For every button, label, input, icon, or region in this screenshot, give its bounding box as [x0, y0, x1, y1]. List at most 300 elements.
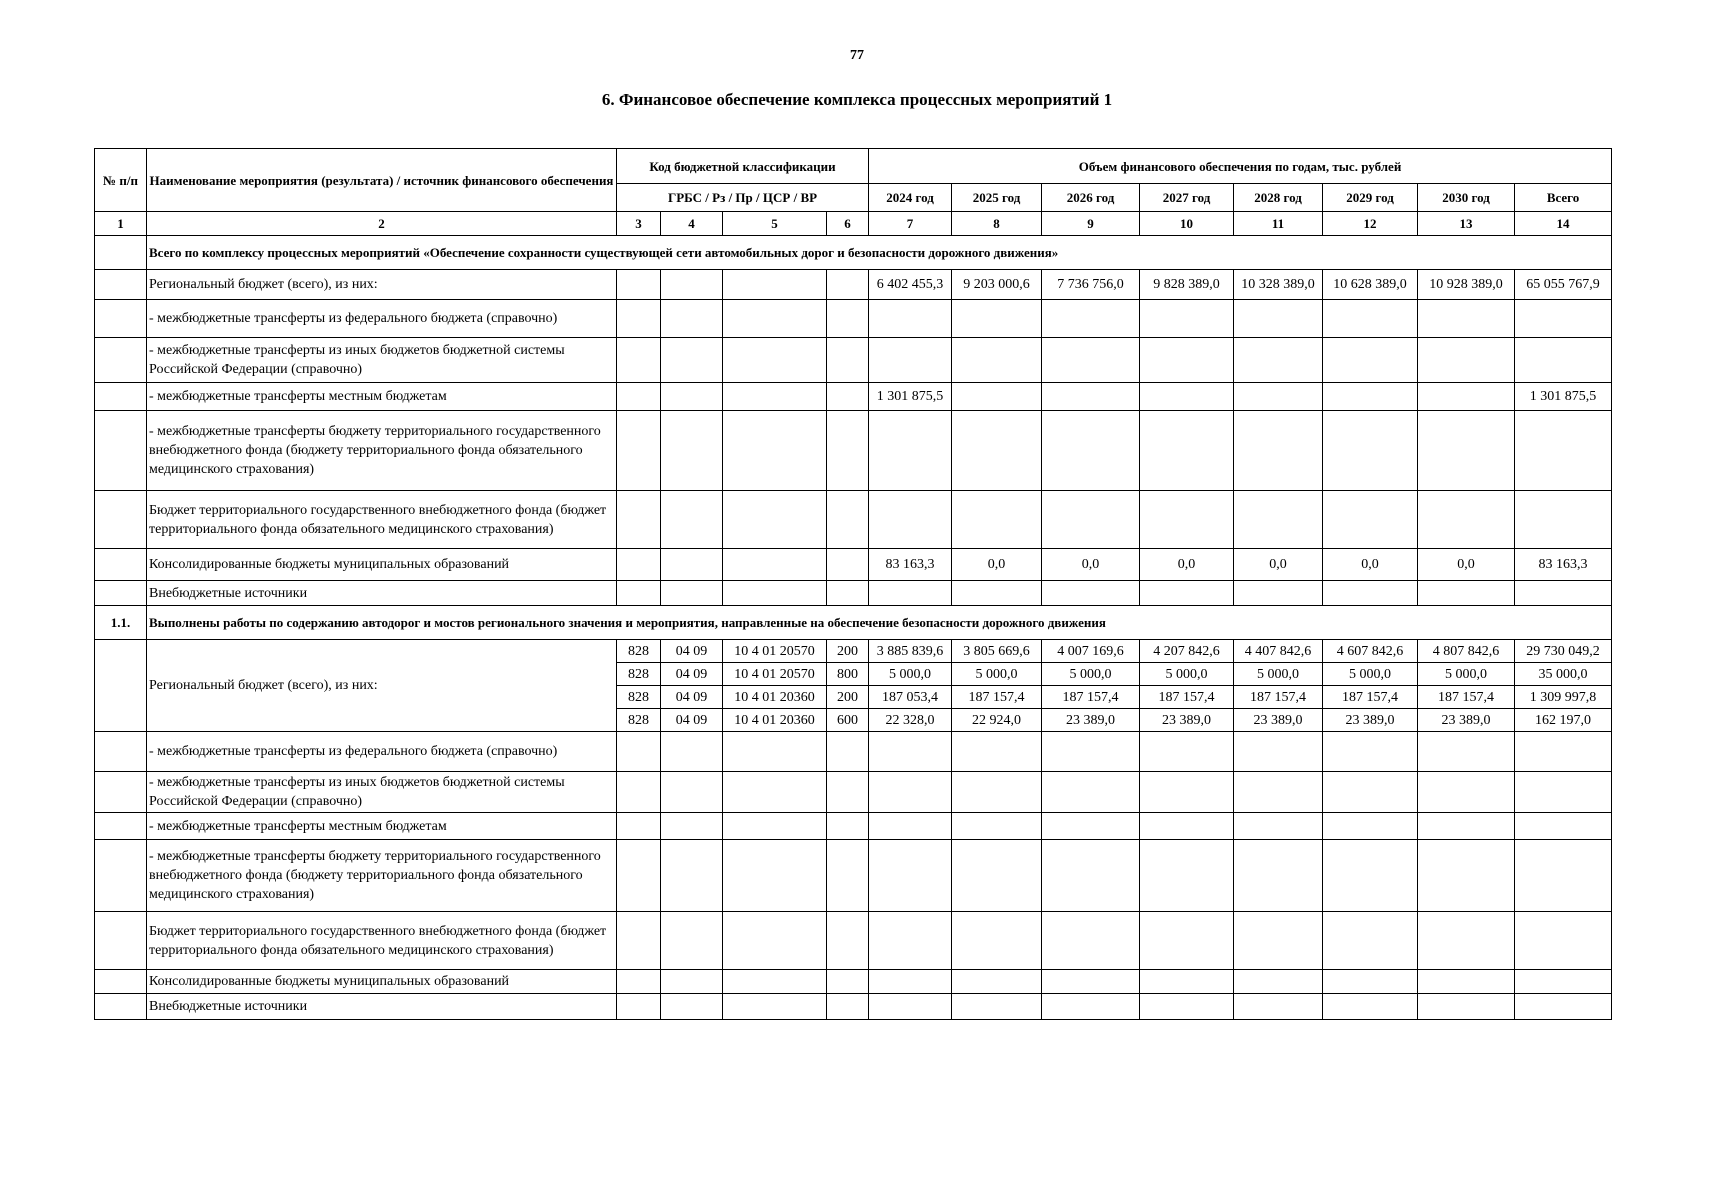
value-cell	[617, 994, 661, 1020]
value-cell	[723, 994, 827, 1020]
header-year: 2030 год	[1418, 184, 1515, 212]
value-cell	[869, 411, 952, 491]
value-cell: 4 407 842,6	[1234, 640, 1323, 663]
value-cell	[723, 732, 827, 772]
value-cell	[869, 772, 952, 813]
value-cell	[1515, 840, 1612, 912]
csr-cell: 10 4 01 20570	[723, 640, 827, 663]
row-number	[95, 236, 147, 270]
value-cell	[1515, 411, 1612, 491]
value-cell	[1234, 411, 1323, 491]
value-cell: 3 805 669,6	[952, 640, 1042, 663]
value-cell	[617, 813, 661, 840]
value-cell	[1042, 813, 1140, 840]
page-title: 6. Финансовое обеспечение комплекса процессных мероприятий 1	[601, 90, 1113, 109]
row-label: Консолидированные бюджеты муниципальных образований	[147, 549, 617, 581]
code-cell	[617, 338, 661, 383]
value-cell	[1515, 912, 1612, 970]
value-cell: 1 309 997,8	[1515, 686, 1612, 709]
value-cell	[1140, 840, 1234, 912]
rzpr-cell: 04 09	[661, 686, 723, 709]
code-cell	[661, 411, 723, 491]
value-cell	[1140, 970, 1234, 994]
value-cell	[723, 772, 827, 813]
code-cell	[617, 411, 661, 491]
section-title: Всего по комплексу процессных мероприятий «Обеспечение сохранности существующей сети автомобильных дорог и безопасности дорожного движения»	[147, 236, 1612, 270]
code-cell	[723, 581, 827, 606]
header-code-group: Код бюджетной классификации	[617, 149, 869, 184]
value-cell	[827, 970, 869, 994]
value-cell: 65 055 767,9	[1515, 270, 1612, 300]
table-row	[95, 970, 1612, 994]
table-row	[95, 411, 1612, 491]
row-number	[95, 912, 147, 970]
value-cell	[1140, 732, 1234, 772]
value-cell	[617, 840, 661, 912]
code-cell	[827, 270, 869, 300]
value-cell	[1323, 912, 1418, 970]
value-cell	[1515, 732, 1612, 772]
row-number	[95, 491, 147, 549]
section-title-row	[95, 606, 1612, 640]
grbs-cell: 828	[617, 709, 661, 732]
value-cell: 10 328 389,0	[1234, 270, 1323, 300]
index-cell: 10	[1140, 212, 1234, 236]
value-cell	[1140, 383, 1234, 411]
value-cell	[952, 912, 1042, 970]
code-cell	[617, 549, 661, 581]
value-cell	[1418, 840, 1515, 912]
value-cell: 187 157,4	[952, 686, 1042, 709]
code-cell	[723, 491, 827, 549]
csr-cell: 10 4 01 20570	[723, 663, 827, 686]
csr-cell: 10 4 01 20360	[723, 686, 827, 709]
value-cell	[1042, 772, 1140, 813]
value-cell: 9 203 000,6	[952, 270, 1042, 300]
value-cell	[1042, 383, 1140, 411]
code-cell	[723, 270, 827, 300]
index-cell: 14	[1515, 212, 1612, 236]
value-cell	[1323, 300, 1418, 338]
value-cell: 0,0	[1234, 549, 1323, 581]
value-cell	[869, 338, 952, 383]
row-number	[95, 411, 147, 491]
value-cell	[723, 813, 827, 840]
value-cell	[1042, 411, 1140, 491]
row-number	[95, 300, 147, 338]
value-cell	[1418, 994, 1515, 1020]
value-cell	[869, 840, 952, 912]
value-cell	[1418, 813, 1515, 840]
header-year: 2027 год	[1140, 184, 1234, 212]
value-cell	[1515, 994, 1612, 1020]
code-cell	[827, 491, 869, 549]
value-cell: 83 163,3	[869, 549, 952, 581]
value-cell: 0,0	[952, 549, 1042, 581]
value-cell	[869, 813, 952, 840]
value-cell	[869, 581, 952, 606]
value-cell: 187 157,4	[1418, 686, 1515, 709]
value-cell: 6 402 455,3	[869, 270, 952, 300]
table-row	[95, 994, 1612, 1020]
value-cell	[1515, 300, 1612, 338]
value-cell: 5 000,0	[1140, 663, 1234, 686]
code-cell	[617, 270, 661, 300]
table-row	[95, 270, 1612, 300]
value-cell	[1140, 813, 1234, 840]
value-cell	[1042, 994, 1140, 1020]
value-cell: 187 157,4	[1140, 686, 1234, 709]
value-cell	[1140, 338, 1234, 383]
value-cell	[1234, 300, 1323, 338]
rzpr-cell: 04 09	[661, 709, 723, 732]
value-cell: 7 736 756,0	[1042, 270, 1140, 300]
value-cell: 83 163,3	[1515, 549, 1612, 581]
vr-cell: 200	[827, 686, 869, 709]
table-row	[95, 640, 1612, 663]
row-label: Бюджет территориального государственного внебюджетного фонда (бюджет территориального фонда обязательного медицинского страхования)	[147, 912, 617, 970]
code-cell	[617, 581, 661, 606]
table-row	[95, 491, 1612, 549]
value-cell	[1515, 338, 1612, 383]
value-cell	[1323, 840, 1418, 912]
value-cell: 0,0	[1323, 549, 1418, 581]
value-cell	[617, 912, 661, 970]
value-cell	[661, 813, 723, 840]
value-cell: 22 328,0	[869, 709, 952, 732]
row-number	[95, 732, 147, 772]
value-cell	[869, 994, 952, 1020]
value-cell	[1323, 813, 1418, 840]
code-cell	[723, 338, 827, 383]
value-cell	[1042, 840, 1140, 912]
value-cell	[869, 912, 952, 970]
value-cell	[1323, 970, 1418, 994]
value-cell	[1234, 491, 1323, 549]
header-year: 2024 год	[869, 184, 952, 212]
value-cell	[1418, 732, 1515, 772]
value-cell	[827, 772, 869, 813]
table-row	[95, 840, 1612, 912]
value-cell	[1515, 813, 1612, 840]
value-cell	[661, 994, 723, 1020]
value-cell	[1234, 383, 1323, 411]
code-cell	[661, 491, 723, 549]
index-cell: 3	[617, 212, 661, 236]
value-cell	[661, 732, 723, 772]
value-cell	[661, 970, 723, 994]
value-cell	[1140, 411, 1234, 491]
value-cell: 35 000,0	[1515, 663, 1612, 686]
value-cell	[1042, 581, 1140, 606]
value-cell: 4 807 842,6	[1418, 640, 1515, 663]
code-cell	[617, 491, 661, 549]
index-cell: 1	[95, 212, 147, 236]
value-cell	[617, 732, 661, 772]
table-row	[95, 813, 1612, 840]
row-number	[95, 813, 147, 840]
csr-cell: 10 4 01 20360	[723, 709, 827, 732]
row-label: - межбюджетные трансферты бюджету территориального государственного внебюджетного фонда (бюджету территориального фонда обязательного медицинского страхования)	[147, 411, 617, 491]
value-cell	[952, 732, 1042, 772]
value-cell	[1323, 772, 1418, 813]
vr-cell: 800	[827, 663, 869, 686]
value-cell	[661, 840, 723, 912]
value-cell: 5 000,0	[1234, 663, 1323, 686]
value-cell: 23 389,0	[1042, 709, 1140, 732]
value-cell: 29 730 049,2	[1515, 640, 1612, 663]
value-cell	[952, 491, 1042, 549]
value-cell	[1323, 411, 1418, 491]
value-cell	[1140, 912, 1234, 970]
value-cell	[1140, 491, 1234, 549]
value-cell: 5 000,0	[1323, 663, 1418, 686]
rzpr-cell: 04 09	[661, 663, 723, 686]
index-cell: 2	[147, 212, 617, 236]
value-cell	[1140, 300, 1234, 338]
value-cell	[1234, 581, 1323, 606]
value-cell	[827, 994, 869, 1020]
header-year: 2028 год	[1234, 184, 1323, 212]
code-cell	[661, 270, 723, 300]
code-cell	[617, 300, 661, 338]
value-cell: 5 000,0	[1418, 663, 1515, 686]
value-cell	[1515, 581, 1612, 606]
value-cell	[723, 970, 827, 994]
value-cell	[952, 994, 1042, 1020]
value-cell	[869, 732, 952, 772]
value-cell: 10 928 389,0	[1418, 270, 1515, 300]
code-cell	[661, 338, 723, 383]
value-cell	[1418, 491, 1515, 549]
value-cell: 5 000,0	[952, 663, 1042, 686]
value-cell	[1234, 813, 1323, 840]
row-label: Консолидированные бюджеты муниципальных образований	[147, 970, 617, 994]
value-cell	[1234, 772, 1323, 813]
value-cell	[1323, 732, 1418, 772]
table-row	[95, 581, 1612, 606]
header-num: № п/п	[95, 149, 147, 212]
value-cell	[1234, 338, 1323, 383]
value-cell: 187 157,4	[1042, 686, 1140, 709]
value-cell	[1234, 994, 1323, 1020]
value-cell	[1323, 383, 1418, 411]
index-cell: 4	[661, 212, 723, 236]
value-cell	[1418, 300, 1515, 338]
value-cell: 4 207 842,6	[1140, 640, 1234, 663]
value-cell	[952, 970, 1042, 994]
row-label: - межбюджетные трансферты из федерального бюджета (справочно)	[147, 732, 617, 772]
code-cell	[723, 411, 827, 491]
code-cell	[617, 383, 661, 411]
value-cell	[869, 491, 952, 549]
section-title-row	[95, 236, 1612, 270]
value-cell: 10 628 389,0	[1323, 270, 1418, 300]
value-cell: 5 000,0	[869, 663, 952, 686]
value-cell	[952, 813, 1042, 840]
row-number	[95, 383, 147, 411]
value-cell	[952, 581, 1042, 606]
value-cell: 0,0	[1140, 549, 1234, 581]
index-cell: 5	[723, 212, 827, 236]
value-cell	[1042, 970, 1140, 994]
value-cell	[1418, 338, 1515, 383]
code-cell	[661, 549, 723, 581]
row-label: - межбюджетные трансферты из иных бюджетов бюджетной системы Российской Федерации (справочно)	[147, 338, 617, 383]
financing-table	[94, 148, 1612, 1020]
row-label: Внебюджетные источники	[147, 994, 617, 1020]
code-cell	[827, 581, 869, 606]
value-cell: 5 000,0	[1042, 663, 1140, 686]
header-code-sub: ГРБС / Рз / Пр / ЦСР / ВР	[617, 184, 869, 212]
value-cell	[1323, 338, 1418, 383]
value-cell	[1515, 970, 1612, 994]
value-cell	[723, 912, 827, 970]
value-cell	[1323, 581, 1418, 606]
code-cell	[723, 300, 827, 338]
grbs-cell: 828	[617, 663, 661, 686]
value-cell	[1418, 970, 1515, 994]
row-label: Региональный бюджет (всего), из них:	[147, 640, 617, 732]
value-cell	[827, 912, 869, 970]
value-cell	[617, 970, 661, 994]
grbs-cell: 828	[617, 686, 661, 709]
table-row	[95, 549, 1612, 581]
value-cell	[827, 840, 869, 912]
value-cell	[952, 300, 1042, 338]
row-label: - межбюджетные трансферты местным бюджетам	[147, 383, 617, 411]
code-cell	[827, 549, 869, 581]
value-cell: 1 301 875,5	[869, 383, 952, 411]
value-cell	[1418, 912, 1515, 970]
value-cell: 187 157,4	[1234, 686, 1323, 709]
header-year: 2026 год	[1042, 184, 1140, 212]
value-cell: 162 197,0	[1515, 709, 1612, 732]
value-cell	[617, 772, 661, 813]
value-cell	[1418, 411, 1515, 491]
value-cell: 0,0	[1042, 549, 1140, 581]
index-cell: 7	[869, 212, 952, 236]
row-number	[95, 581, 147, 606]
value-cell	[1140, 772, 1234, 813]
value-cell: 3 885 839,6	[869, 640, 952, 663]
value-cell	[952, 411, 1042, 491]
header-name: Наименование мероприятия (результата) / источник финансового обеспечения	[147, 149, 617, 212]
value-cell: 23 389,0	[1418, 709, 1515, 732]
value-cell	[661, 772, 723, 813]
section-title: Выполнены работы по содержанию автодорог и мостов регионального значения и мероприятия, направленные на обеспечение безопасности дорожного движения	[147, 606, 1612, 640]
value-cell: 187 053,4	[869, 686, 952, 709]
row-number	[95, 640, 147, 732]
value-cell	[869, 970, 952, 994]
value-cell: 9 828 389,0	[1140, 270, 1234, 300]
value-cell: 187 157,4	[1323, 686, 1418, 709]
index-cell: 11	[1234, 212, 1323, 236]
value-cell	[869, 300, 952, 338]
value-cell	[827, 813, 869, 840]
value-cell	[1042, 300, 1140, 338]
row-number	[95, 970, 147, 994]
grbs-cell: 828	[617, 640, 661, 663]
code-cell	[661, 383, 723, 411]
row-number	[95, 270, 147, 300]
header-year: 2025 год	[952, 184, 1042, 212]
value-cell	[952, 383, 1042, 411]
code-cell	[661, 300, 723, 338]
vr-cell: 200	[827, 640, 869, 663]
table-row	[95, 300, 1612, 338]
row-label: - межбюджетные трансферты из федерального бюджета (справочно)	[147, 300, 617, 338]
value-cell	[1042, 912, 1140, 970]
value-cell: 23 389,0	[1323, 709, 1418, 732]
code-cell	[661, 581, 723, 606]
value-cell	[1042, 338, 1140, 383]
rzpr-cell: 04 09	[661, 640, 723, 663]
value-cell	[1323, 994, 1418, 1020]
table-row	[95, 912, 1612, 970]
value-cell	[1234, 732, 1323, 772]
header-year: 2029 год	[1323, 184, 1418, 212]
table-row	[95, 383, 1612, 411]
page-number: 77	[850, 48, 864, 63]
row-label: Региональный бюджет (всего), из них:	[147, 270, 617, 300]
table-body	[95, 236, 1612, 1020]
vr-cell: 600	[827, 709, 869, 732]
value-cell	[1234, 912, 1323, 970]
value-cell	[1234, 970, 1323, 994]
row-number	[95, 338, 147, 383]
code-cell	[827, 338, 869, 383]
value-cell: 22 924,0	[952, 709, 1042, 732]
value-cell: 0,0	[1418, 549, 1515, 581]
row-label: - межбюджетные трансферты из иных бюджетов бюджетной системы Российской Федерации (справочно)	[147, 772, 617, 813]
row-label: - межбюджетные трансферты бюджету территориального государственного внебюджетного фонда (бюджету территориального фонда обязательного медицинского страхования)	[147, 840, 617, 912]
value-cell: 4 607 842,6	[1323, 640, 1418, 663]
table-row	[95, 338, 1612, 383]
index-cell: 9	[1042, 212, 1140, 236]
value-cell	[1418, 383, 1515, 411]
value-cell	[1140, 581, 1234, 606]
row-number	[95, 994, 147, 1020]
value-cell	[661, 912, 723, 970]
value-cell	[1418, 772, 1515, 813]
table-row	[95, 732, 1612, 772]
row-number	[95, 840, 147, 912]
row-label: Бюджет территориального государственного внебюджетного фонда (бюджет территориального фонда обязательного медицинского страхования)	[147, 491, 617, 549]
value-cell	[1515, 491, 1612, 549]
value-cell	[827, 732, 869, 772]
code-cell	[723, 383, 827, 411]
index-cell: 12	[1323, 212, 1418, 236]
index-cell: 6	[827, 212, 869, 236]
value-cell	[1140, 994, 1234, 1020]
code-cell	[827, 383, 869, 411]
index-cell: 13	[1418, 212, 1515, 236]
value-cell	[1418, 581, 1515, 606]
row-number	[95, 772, 147, 813]
value-cell	[952, 772, 1042, 813]
value-cell	[1323, 491, 1418, 549]
value-cell: 4 007 169,6	[1042, 640, 1140, 663]
value-cell	[723, 840, 827, 912]
row-label: - межбюджетные трансферты местным бюджетам	[147, 813, 617, 840]
value-cell	[952, 338, 1042, 383]
value-cell: 23 389,0	[1234, 709, 1323, 732]
code-cell	[827, 300, 869, 338]
table-row	[95, 772, 1612, 813]
header-funding-group: Объем финансового обеспечения по годам, тыс. рублей	[869, 149, 1612, 184]
value-cell: 1 301 875,5	[1515, 383, 1612, 411]
